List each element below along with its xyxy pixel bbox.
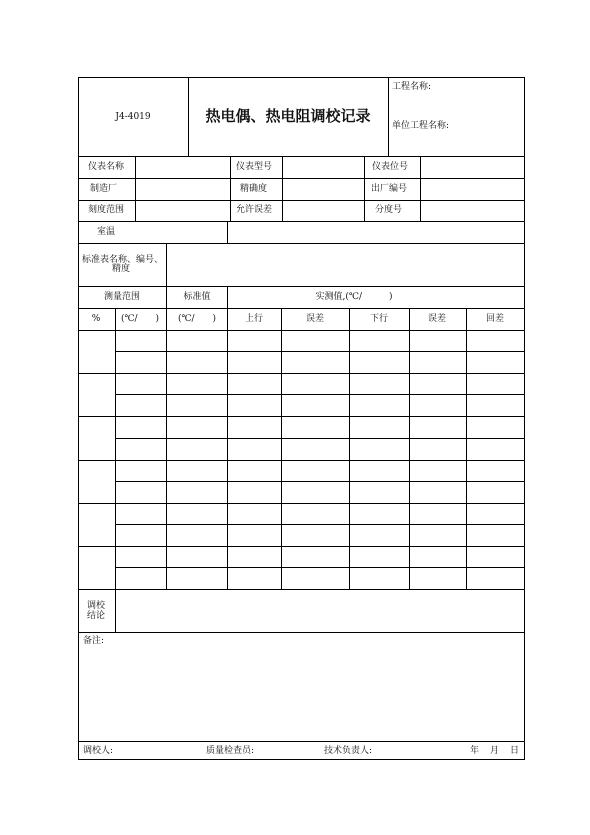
label-manufacturer: 制造厂	[90, 184, 118, 194]
tech-lead-label: 技术负责人:	[324, 746, 373, 756]
calibration-record-form	[78, 77, 525, 760]
col-measure-range: 测量范围	[103, 292, 141, 302]
date-day-label: 日	[510, 746, 520, 756]
conclusion-label-line1: 调校	[86, 601, 106, 611]
col-standard-value: 标准值	[183, 292, 211, 302]
date-month-label: 月	[490, 746, 500, 756]
page-title: 热电偶、热电阻调校记录	[205, 107, 371, 125]
unit-project-label: 单位工程名称:	[392, 121, 450, 131]
label-standard-line2: 精度	[112, 264, 131, 274]
col-unit-2: (℃/ )	[177, 314, 217, 324]
label-room-temp: 室温	[96, 227, 116, 237]
col-unit-1: (℃/ )	[120, 314, 160, 324]
col-downward: 下行	[369, 314, 389, 324]
label-allowable-error: 允许误差	[236, 205, 273, 215]
col-hysteresis: 回差	[485, 314, 505, 324]
label-scale-range: 刻度范围	[88, 205, 125, 215]
col-error-1: 误差	[305, 314, 325, 324]
col-upward: 上行	[244, 314, 264, 324]
form-border	[78, 77, 525, 760]
label-standard-line1: 标准表名称、编号、	[82, 255, 164, 265]
conclusion-label-line2: 结论	[86, 611, 106, 621]
label-serial-no: 出厂编号	[371, 184, 408, 194]
qc-inspector-label: 质量检查员:	[206, 746, 255, 756]
remarks-label: 备注:	[83, 636, 105, 646]
project-name-label: 工程名称:	[392, 82, 432, 92]
label-graduation-no: 分度号	[375, 205, 403, 215]
label-accuracy: 精确度	[240, 184, 268, 194]
calibrator-label: 调校人:	[83, 746, 114, 756]
col-error-2: 误差	[427, 314, 447, 324]
label-instrument-model: 仪表型号	[236, 162, 273, 172]
date-year-label: 年	[470, 746, 480, 756]
label-instrument-tag: 仪表位号	[372, 162, 409, 172]
col-percent: %	[91, 314, 101, 324]
label-instrument-name: 仪表名称	[88, 162, 125, 172]
col-measured-value: 实测值,(℃/ )	[315, 292, 393, 302]
form-code: J4-4019	[115, 112, 151, 122]
